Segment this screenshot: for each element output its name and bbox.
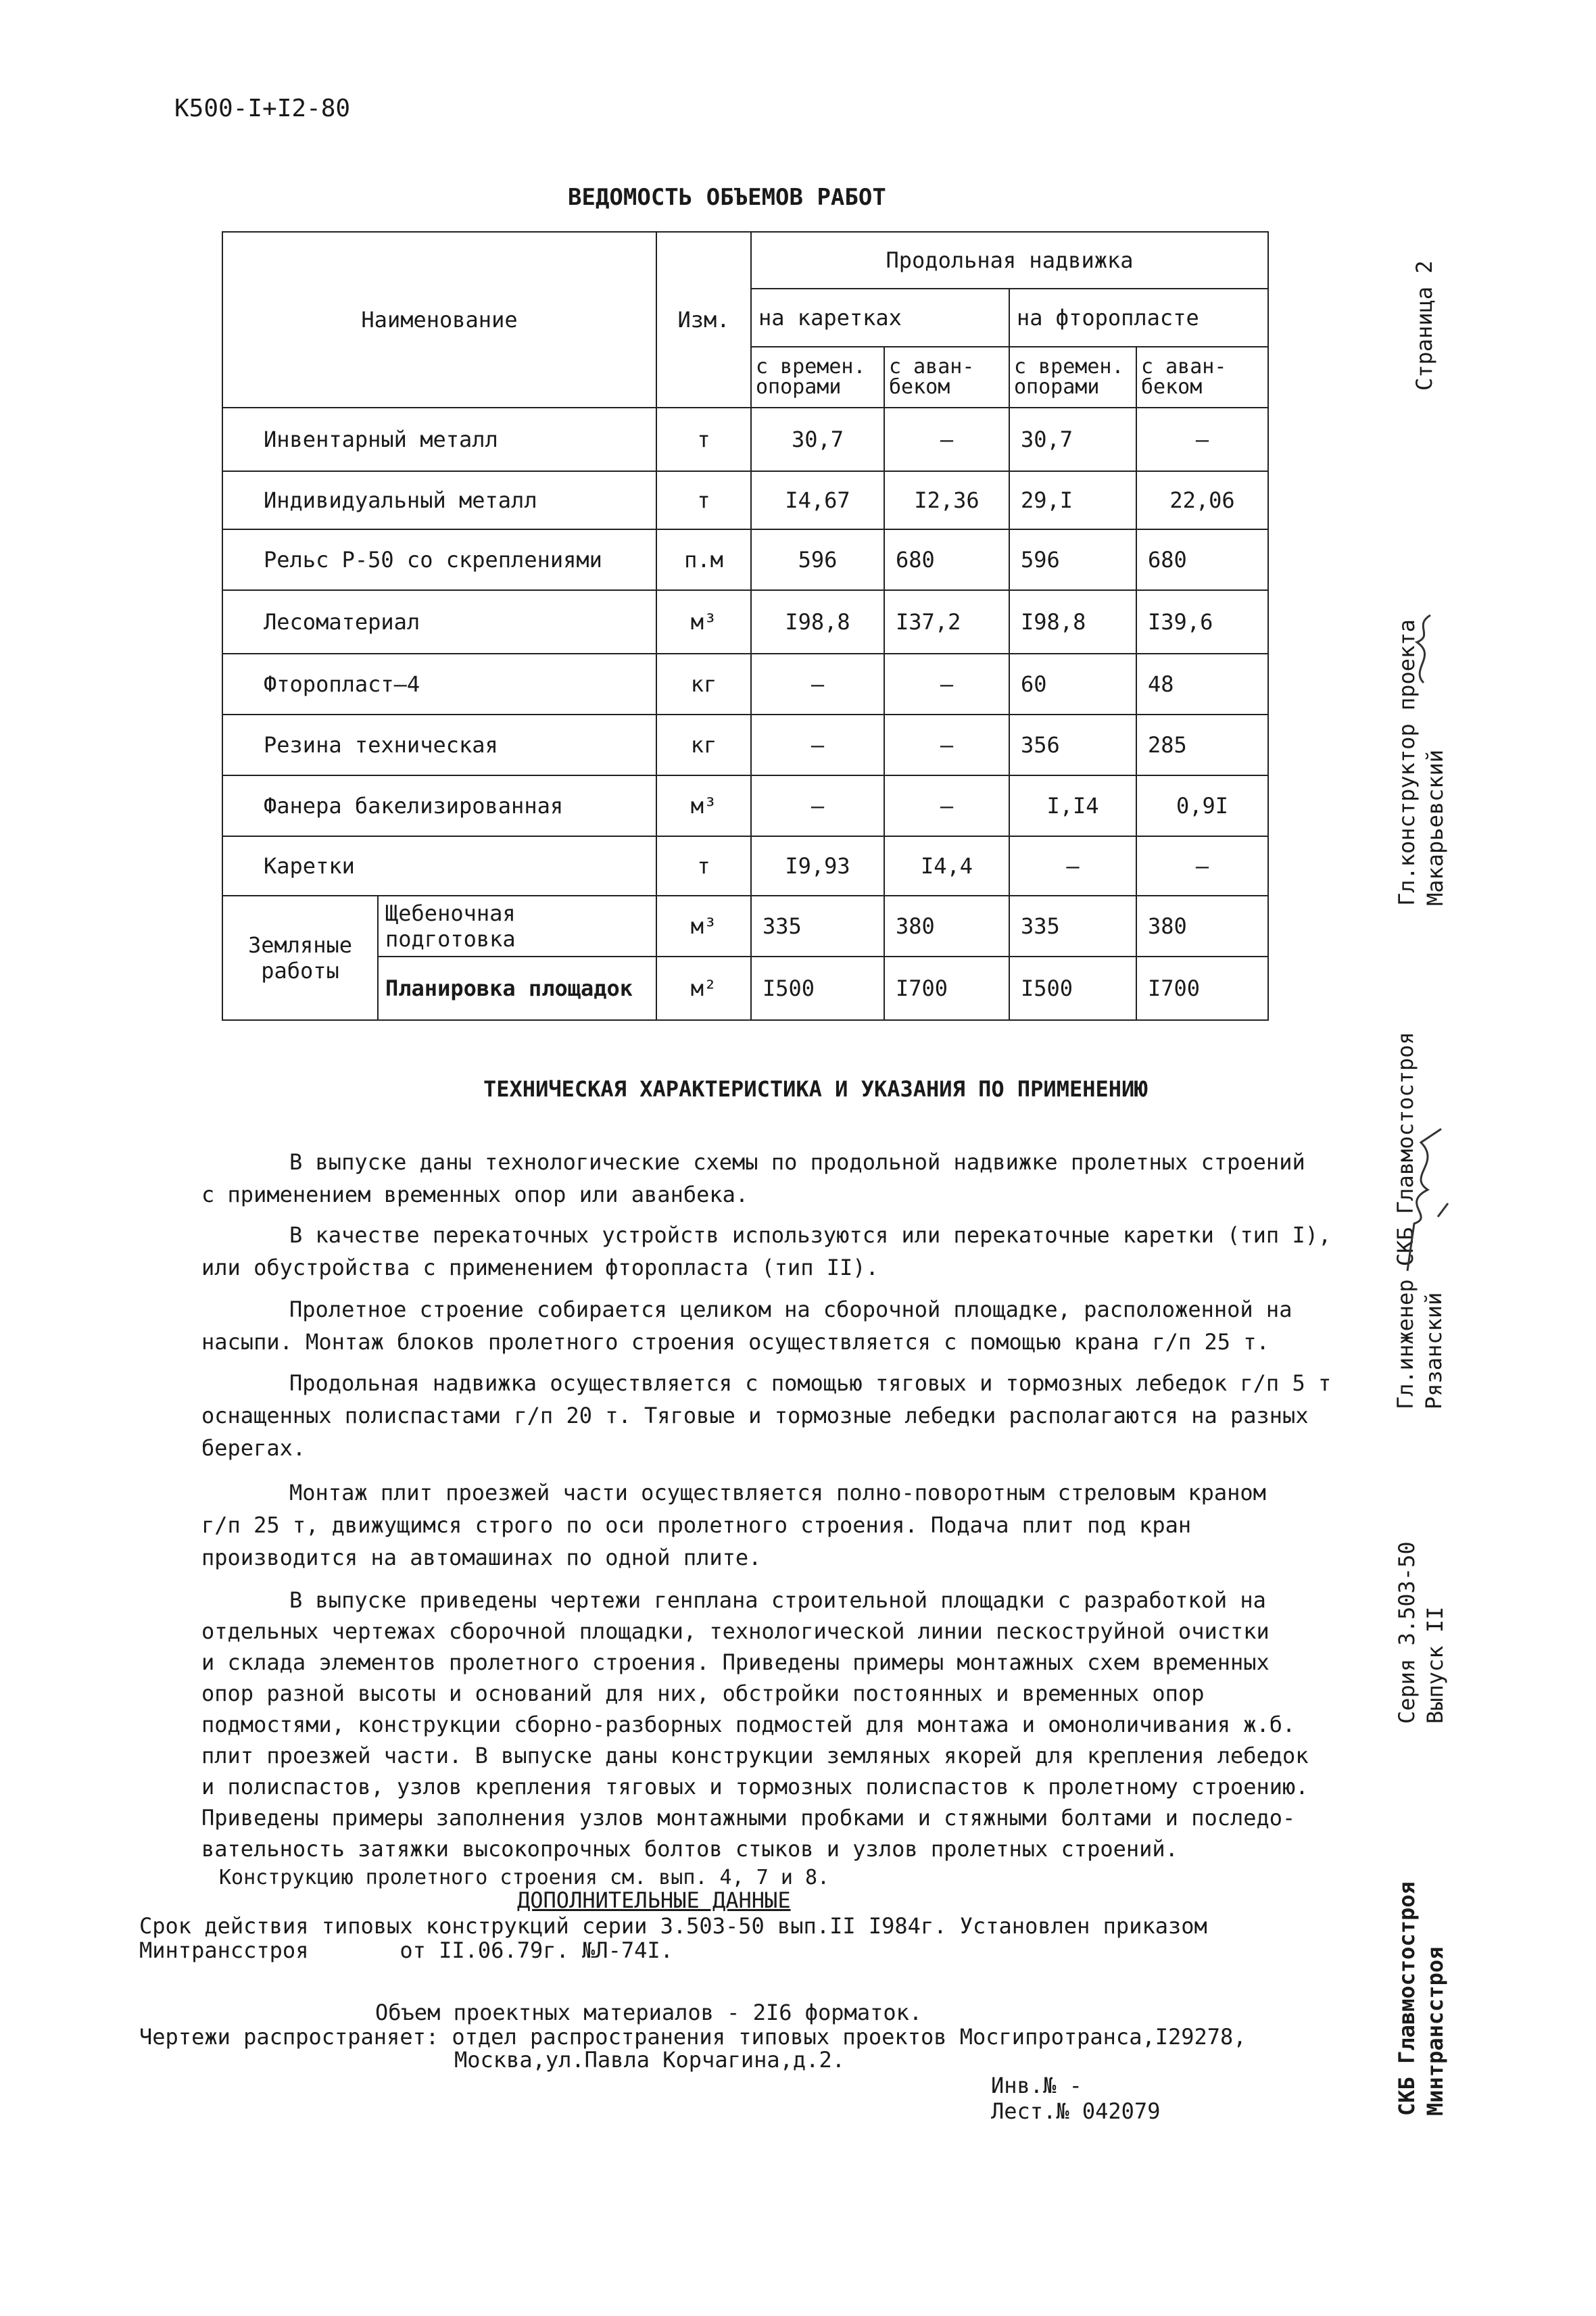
row-value: 30,7 [751, 408, 884, 471]
organization-stamp: СКБ Главмостостроя Минтрансстроя [1394, 1881, 1448, 2116]
table-row [222, 836, 1268, 896]
table-row [222, 471, 1268, 529]
table-row [222, 775, 1268, 836]
row-value: I2,36 [884, 471, 1009, 529]
paragraph: В качестве перекаточных устройств используются или перекаточные каретки (тип I), или обустройства с применением фторопласта (тип II). [201, 1222, 1332, 1280]
row-value: I98,8 [1009, 590, 1136, 654]
validity-line-2: Минтрансстроя от II.06.79г. №Л-74I. [139, 1937, 673, 1963]
header-col-1: с времен. опорами [751, 347, 884, 408]
header-name: Наименование [222, 232, 656, 408]
row-value: – [1009, 836, 1136, 896]
row-name: Фторопласт–4 [222, 654, 656, 715]
distribution-line-2: Москва,ул.Павла Корчагина,д.2. [454, 2047, 845, 2073]
paragraph: Пролетное строение собирается целиком на сборочной площадке, расположенной на насыпи. Монтаж блоков пролетного строения осуществляется с помощью крана г/п 25 т. [201, 1297, 1292, 1355]
header-col-4: с аван- беком [1136, 347, 1268, 408]
row-unit: т [656, 836, 751, 896]
row-name: Щебеночная подготовка [378, 896, 656, 957]
volume-note: Объем проектных материалов - 2I6 форматок. [375, 2000, 923, 2025]
paragraph: Монтаж плит проезжей части осуществляется полно-поворотным стреловым краном г/п 25 т, движущимся строго по оси пролетного строения. Подача плит под кран производится на автомашинах по одной плите. [201, 1480, 1266, 1570]
row-name: Каретки [222, 836, 656, 896]
row-value: 680 [884, 529, 1009, 590]
see-also-note: Конструкцию пролетного строения см. вып. 4, 7 и 8. [219, 1866, 830, 1889]
row-value: I,I4 [1009, 775, 1136, 836]
row-value: – [884, 715, 1009, 775]
header-sub-carriages: на каретках [751, 289, 1009, 347]
row-value: 380 [884, 896, 1009, 957]
distribution-line-1: Чертежи распространяет: отдел распространения типовых проектов Мосгипротранса,I29278, [139, 2024, 1247, 2050]
row-name: Планировка площадок [378, 957, 656, 1020]
table-row [222, 529, 1268, 590]
row-value: 335 [1009, 896, 1136, 957]
row-name: Резина техническая [222, 715, 656, 775]
row-value: 380 [1136, 896, 1268, 957]
row-unit: кг [656, 715, 751, 775]
row-value: 29,I [1009, 471, 1136, 529]
signature-designer [1403, 608, 1444, 690]
row-value: – [1136, 408, 1268, 471]
row-value: 30,7 [1009, 408, 1136, 471]
row-unit: кг [656, 654, 751, 715]
table-row [222, 590, 1268, 654]
table-row [222, 896, 1268, 957]
table-row [222, 408, 1268, 471]
row-value: I4,4 [884, 836, 1009, 896]
header-sub-fluoroplast: на фторопласте [1009, 289, 1268, 347]
chief-designer-stamp: Гл.конструктор проекта Макарьевский [1394, 619, 1448, 906]
row-value: 680 [1136, 529, 1268, 590]
paragraph: Продольная надвижка осуществляется с помощью тяговых и тормозных лебедок г/п 5 т оснащенных полиспастами г/п 20 т. Тяговые и тормозные лебедки располагаются на разных берегах. [201, 1370, 1332, 1461]
row-unit: м³ [656, 775, 751, 836]
validity-line-1: Срок действия типовых конструкций серии 3.503-50 вып.II I984г. Установлен приказом [139, 1913, 1207, 1939]
row-name: Лесоматериал [222, 590, 656, 654]
row-value: I37,2 [884, 590, 1009, 654]
row-value: I500 [751, 957, 884, 1020]
table-row [222, 715, 1268, 775]
row-value: I700 [884, 957, 1009, 1020]
row-name: Индивидуальный металл [222, 471, 656, 529]
row-value: I700 [1136, 957, 1268, 1020]
extra-title: ДОПОЛНИТЕЛЬНЫЕ ДАННЫЕ [517, 1887, 791, 1913]
row-value: I9,93 [751, 836, 884, 896]
row-value: 596 [1009, 529, 1136, 590]
row-unit: м² [656, 957, 751, 1020]
row-unit: т [656, 408, 751, 471]
row-name: Фанера бакелизированная [222, 775, 656, 836]
row-value: I4,67 [751, 471, 884, 529]
row-value: – [751, 715, 884, 775]
row-name: Инвентарный металл [222, 408, 656, 471]
row-value: 22,06 [1136, 471, 1268, 529]
row-value: 48 [1136, 654, 1268, 715]
row-value: I500 [1009, 957, 1136, 1020]
row-unit: м³ [656, 896, 751, 957]
earthworks-label: Земляные работы [222, 896, 378, 1020]
page-number-label: Страница 2 [1411, 260, 1437, 391]
row-value: 335 [751, 896, 884, 957]
row-name: Рельс Р-50 со скреплениями [222, 529, 656, 590]
row-unit: п.м [656, 529, 751, 590]
row-value: – [884, 654, 1009, 715]
chief-engineer-stamp: Гл.инженер СКБ Главмостостроя Рязанский [1393, 1032, 1447, 1409]
row-unit: м³ [656, 590, 751, 654]
row-value: 596 [751, 529, 884, 590]
row-value: 356 [1009, 715, 1136, 775]
row-value: 0,9I [1136, 775, 1268, 836]
header-unit: Изм. [656, 232, 751, 408]
tech-title: ТЕХНИЧЕСКАЯ ХАРАКТЕРИСТИКА И УКАЗАНИЯ ПО ПРИМЕНЕНИЮ [483, 1076, 1148, 1102]
series-stamp: Серия 3.503-50 Выпуск II [1394, 1541, 1448, 1724]
table-title: ВЕДОМОСТЬ ОБЪЕМОВ РАБОТ [568, 184, 886, 211]
row-value: I98,8 [751, 590, 884, 654]
table-row [222, 654, 1268, 715]
volume-table [222, 231, 1269, 1021]
row-value: – [751, 775, 884, 836]
row-value: – [751, 654, 884, 715]
header-group: Продольная надвижка [751, 232, 1268, 289]
row-value: 60 [1009, 654, 1136, 715]
paragraph: В выпуске приведены чертежи генплана строительной площадки с разработкой на отдельных чертежах сборочной площадки, технологической линии пескоструйной очистки и склада элементов пролетного строения. Приведены примеры монтажных схем временных опор разной высоты и оснований для них, обстройки постоянных и временных опор подмостями, конструкции сборно-разборных подмостей для монтажа и омоноличивания ж.б. плит проезжей части. В выпуске даны конструкции земляных якорей для крепления лебедок и полиспастов, узлов крепления тяговых и тормозных полиспастов к пролетному строению. Приведены примеры заполнения узлов монтажными пробками и стяжными болтами и последо- вательность затяжки высокопрочных болтов стыков и узлов пролетных строений. [201, 1587, 1309, 1862]
paragraph: В выпуске даны технологические схемы по продольной надвижке пролетных строений с применением временных опор или аванбека. [201, 1149, 1305, 1207]
row-unit: т [656, 471, 751, 529]
row-value: I39,6 [1136, 590, 1268, 654]
header-col-3: с времен. опорами [1009, 347, 1136, 408]
row-value: 285 [1136, 715, 1268, 775]
row-value: – [884, 775, 1009, 836]
table-row [222, 957, 1268, 1020]
document-code: К500-I+I2-80 [174, 95, 351, 122]
row-value: – [884, 408, 1009, 471]
header-col-2: с аван- беком [884, 347, 1009, 408]
signature-engineer [1394, 1122, 1455, 1278]
row-value: – [1136, 836, 1268, 896]
inventory-number: Инв.№ - [991, 2073, 1082, 2098]
registration-number: Лест.№ 042079 [991, 2098, 1161, 2124]
